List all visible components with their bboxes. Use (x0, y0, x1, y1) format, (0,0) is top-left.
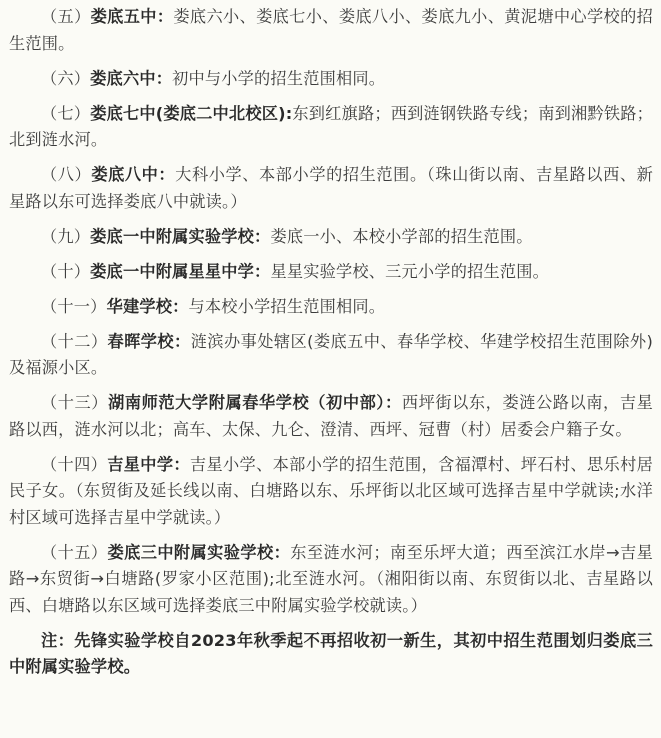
paragraph-school-11 (9, 294, 653, 321)
school-range: 吉星小学、本部小学的招生范围，含福潭村、坪石村、思乐村居民子女。（东贸街及延长线以南、白塘路以东、乐坪街以北区域可选择吉星中学就读;水洋村区域可选择吉星中学就读。） (9, 454, 654, 527)
school-range: 涟滨办事处辖区(娄底五中、春华学校、华建学校招生范围除外)及福源小区。 (9, 331, 653, 377)
item-number: （十） (41, 261, 91, 281)
school-name: 娄底一中附属实验学校： (90, 226, 271, 246)
paragraph-school-12 (9, 329, 653, 382)
school-range: 星星实验学校、三元小学的招生范围。 (270, 261, 550, 281)
paragraph-school-13 (9, 390, 653, 443)
paragraph-school-7 (9, 101, 653, 154)
item-number: （九） (41, 226, 91, 246)
paragraph-school-5 (9, 4, 653, 57)
school-name: 湖南师范大学附属春华学校（初中部）： (108, 393, 402, 412)
school-name: 春晖学校： (107, 331, 191, 351)
school-name: 娄底三中附属实验学校： (107, 542, 291, 562)
item-number: （十一） (41, 296, 107, 316)
school-range: 娄底六小、娄底七小、娄底八小、娄底九小、黄泥塘中心学校的招生范围。 (9, 7, 653, 53)
item-number: （十三） (41, 393, 109, 412)
item-number: （八） (41, 165, 92, 184)
paragraph-school-15 (9, 540, 653, 620)
school-name: 吉星中学： (107, 454, 190, 474)
paragraph-school-6 (9, 66, 653, 93)
note-paragraph: 注：先锋实验学校自2023年秋季起不再招收初一新生，其初中招生范围划归娄底三中附属实验学校。 (9, 630, 653, 676)
paragraph-school-14 (9, 452, 653, 532)
paragraph-school-9 (9, 224, 653, 251)
school-range: 西坪街以东，娄涟公路以南，吉星路以西，涟水河以北；高车、太保、九仑、澄清、西坪、冠曹（村）居委会户籍子女。 (9, 393, 653, 439)
item-number: （十五） (41, 542, 108, 562)
paragraph-school-10 (9, 259, 653, 286)
school-range: 初中与小学的招生范围相同。 (172, 68, 386, 88)
item-number: （十二） (41, 331, 108, 351)
school-name: 娄底一中附属星星中学： (90, 261, 271, 281)
school-name: 娄底八中： (91, 165, 176, 184)
school-name: 华建学校： (106, 296, 189, 316)
item-number: （六） (41, 68, 91, 88)
school-range: 东到红旗路；西到涟钢铁路专线；南到湘黔铁路；北到涟水河。 (9, 103, 653, 149)
school-range: 东至涟水河；南至乐坪大道；西至滨江水岸→吉星路→东贸街→白塘路(罗家小区范围);北至涟水河。（湘阳街以南、东贸街以北、吉星路以西、白塘路以东区域可选择娄底三中附属实验学校就读。） (9, 542, 653, 615)
item-number: （七） (41, 103, 91, 123)
paragraph-school-8 (9, 162, 653, 215)
item-number: （五） (41, 7, 91, 26)
item-number: （十四） (41, 454, 108, 474)
school-name: 娄底六中： (90, 68, 173, 88)
school-name: 娄底五中： (90, 7, 174, 26)
school-name: 娄底七中(娄底二中北校区): (90, 103, 293, 123)
school-range: 娄底一小、本校小学部的招生范围。 (270, 226, 533, 246)
school-range: 与本校小学招生范围相同。 (188, 296, 386, 316)
school-range: 大科小学、本部小学的招生范围。（珠山街以南、吉星路以西、新星路以东可选择娄底八中就读。） (9, 165, 654, 211)
